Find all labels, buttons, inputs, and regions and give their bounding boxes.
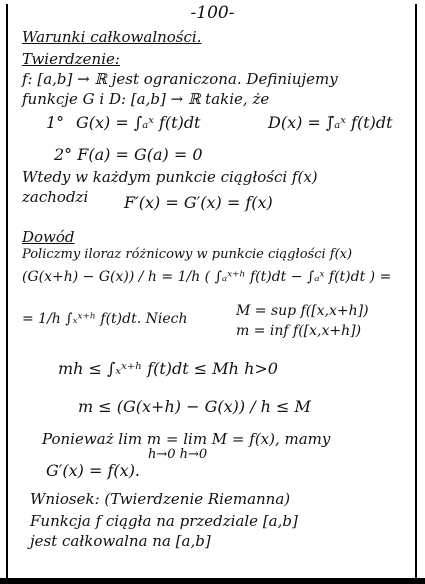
condition-1-G: G(x) = ∫ₐˣ f(t)dt [76, 113, 201, 132]
theorem-text-1: f: [a,b] → ℝ jest ograniczona. Definiujemy [22, 70, 338, 88]
conclusion-line-2: zachodzi [22, 188, 89, 206]
supremum-definition: M = sup f([x,x+h]) [236, 303, 369, 319]
conclusion-formula: F′(x) = G′(x) = f(x) [124, 193, 273, 212]
condition-2: 2° F(a) = G(a) = 0 [54, 145, 203, 164]
result: G′(x) = f(x). [46, 461, 141, 480]
corollary-text-1: Funkcja f ciągła na przedziale [a,b] [30, 512, 298, 530]
conclusion-line-1: Wtedy w każdym punkcie ciągłości f(x) [22, 168, 318, 186]
condition-1-number: 1° [46, 113, 65, 132]
proof-intro: Policzmy iloraz różnicowy w punkcie ciągłości f(x) [22, 247, 353, 262]
inequality-1: mh ≤ ∫ₓˣ⁺ʰ f(t)dt ≤ Mh h>0 [58, 359, 278, 378]
corollary-text-2: jest całkowalna na [a,b] [30, 532, 211, 550]
theorem-text-2: funkcje G i D: [a,b] → ℝ takie, że [22, 90, 270, 108]
section-heading: Warunki całkowalności. [22, 28, 202, 46]
step-2: = 1/h ∫ₓˣ⁺ʰ f(t)dt. Niech [22, 311, 188, 327]
theorem-label: Twierdzenie: [22, 50, 120, 68]
difference-quotient: (G(x+h) − G(x)) / h = 1/h ( ∫ₐˣ⁺ʰ f(t)dt − ∫ₐˣ f(t)dt ) = [22, 269, 392, 285]
condition-1-D: D(x) = ∫̄ₐˣ f(t)dt [268, 113, 393, 132]
page-number: -100- [190, 3, 235, 23]
proof-label: Dowód [22, 228, 75, 246]
limit-subscripts: h→0 h→0 [148, 447, 208, 462]
corollary-title: Wniosek: (Twierdzenie Riemanna) [30, 490, 291, 508]
bottom-border [0, 578, 425, 584]
infimum-definition: m = inf f([x,x+h]) [236, 323, 362, 339]
inequality-2: m ≤ (G(x+h) − G(x)) / h ≤ M [78, 397, 311, 416]
limit-statement: Ponieważ lim m = lim M = f(x), mamy [42, 430, 331, 448]
